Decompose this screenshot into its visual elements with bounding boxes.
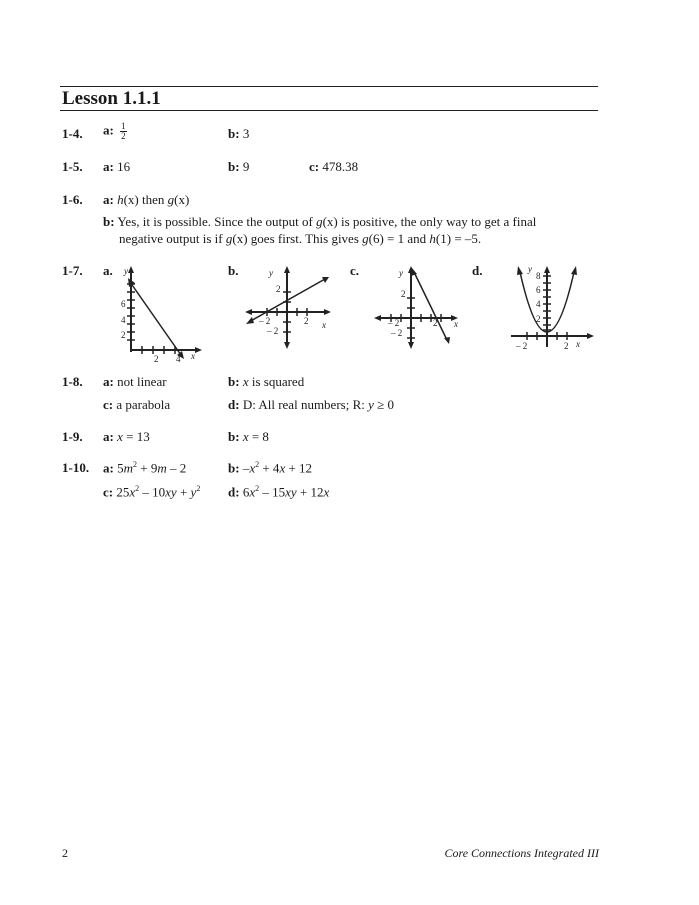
answer-1-10a: a: $5m^2 + 9m - 2$ bbox=[103, 460, 187, 476]
problem-number-1-4: 1-4. bbox=[62, 126, 83, 141]
answer-1-4a: a: $\frac{1}{2}$ bbox=[103, 121, 126, 141]
book-title: Core Connections Integrated III bbox=[444, 846, 599, 860]
graph-b-x-label: x bbox=[322, 320, 326, 330]
problem-number-1-6: 1-6. bbox=[62, 192, 83, 207]
answer-1-9a: a: x = 13 bbox=[103, 429, 150, 444]
graph-d bbox=[506, 262, 601, 357]
top-rule bbox=[60, 86, 598, 87]
graph-d-x-label: x bbox=[576, 339, 580, 349]
graph-a-ytick-2: 2 bbox=[121, 330, 126, 340]
graph-a bbox=[118, 262, 208, 362]
problem-number-1-5: 1-5. bbox=[62, 159, 83, 174]
graph-b-ytick-2: 2 bbox=[276, 284, 281, 294]
graph-label-d: d. bbox=[472, 263, 483, 278]
graph-a-ytick-4: 4 bbox=[121, 315, 126, 325]
graph-c-ytick-2: 2 bbox=[401, 289, 406, 299]
answer-1-8d: d: D: All real numbers; R: y ≥ 0 bbox=[228, 397, 395, 412]
graph-d-ytick-8: 8 bbox=[536, 271, 541, 281]
graph-b-y-label: y bbox=[269, 268, 273, 278]
problem-number-1-8: 1-8. bbox=[62, 374, 83, 389]
graph-c-xtick-neg2: – 2 bbox=[388, 318, 400, 328]
graph-a-ytick-6: 6 bbox=[121, 299, 126, 309]
answer-1-6a: a: h(x) then g(x) bbox=[103, 192, 190, 207]
graph-d-ytick-4: 4 bbox=[536, 299, 541, 309]
answer-1-10d: d: $6x^2 - 15xy + 12x$ bbox=[228, 484, 330, 500]
graph-d-y-label: y bbox=[528, 264, 532, 274]
answer-1-8a: a: not linear bbox=[103, 374, 167, 389]
problem-number-1-7: 1-7. bbox=[62, 263, 83, 278]
graph-b-xtick-2: 2 bbox=[304, 316, 309, 326]
answer-1-5b: b: 9 bbox=[228, 159, 250, 174]
graph-c-xtick-2: 2 bbox=[433, 318, 438, 328]
answer-1-10b: b: $-x^2 + 4x + 12$ bbox=[228, 460, 313, 476]
graph-a-xtick-4: 4 bbox=[176, 354, 181, 364]
graph-d-ytick-2: 2 bbox=[536, 314, 541, 324]
answer-1-8b: b: x is squared bbox=[228, 374, 305, 389]
lesson-title: Lesson 1.1.1 bbox=[62, 88, 161, 109]
graph-a-x-label: x bbox=[191, 351, 195, 361]
graph-b bbox=[243, 262, 338, 352]
answer-1-8c: c: a parabola bbox=[103, 397, 171, 412]
graph-b-ytick-neg2: – 2 bbox=[267, 326, 279, 336]
answer-1-10c: c: $25x^2 - 10xy + y^2$ bbox=[103, 484, 201, 500]
answer-1-5a: a: 16 bbox=[103, 159, 131, 174]
graph-label-b: b. bbox=[228, 263, 239, 278]
answer-1-4b: b: 3 bbox=[228, 126, 250, 141]
page-number: 2 bbox=[62, 846, 68, 860]
title-rule bbox=[60, 110, 598, 111]
graph-c-ytick-neg2: – 2 bbox=[391, 328, 403, 338]
problem-number-1-9: 1-9. bbox=[62, 429, 83, 444]
graph-d-xtick-2: 2 bbox=[564, 341, 569, 351]
problem-number-1-10: 1-10. bbox=[62, 460, 90, 475]
graph-a-y-label: y bbox=[124, 266, 128, 276]
graph-label-c: c. bbox=[350, 263, 360, 278]
graph-c-x-label: x bbox=[454, 319, 458, 329]
answer-1-6b: b: Yes, it is possible. Since the output of g(x) is positive, the only way to get a final negative output is if g(x) goes first. This gives g(6) = 1 and h(1) = –5. bbox=[103, 214, 537, 246]
graph-d-xtick-neg2: – 2 bbox=[516, 341, 528, 351]
fraction-one-half: $\frac{1}{2}$ bbox=[121, 121, 126, 141]
graph-label-a: a. bbox=[103, 263, 113, 278]
graph-d-ytick-6: 6 bbox=[536, 285, 541, 295]
graph-c-y-label: y bbox=[399, 268, 403, 278]
answer-1-9b: b: x = 8 bbox=[228, 429, 269, 444]
graph-b-xtick-neg2: – 2 bbox=[259, 316, 271, 326]
graph-c bbox=[374, 262, 469, 352]
answer-1-5c: c: 478.38 bbox=[309, 159, 359, 174]
graph-a-xtick-2: 2 bbox=[154, 354, 159, 364]
